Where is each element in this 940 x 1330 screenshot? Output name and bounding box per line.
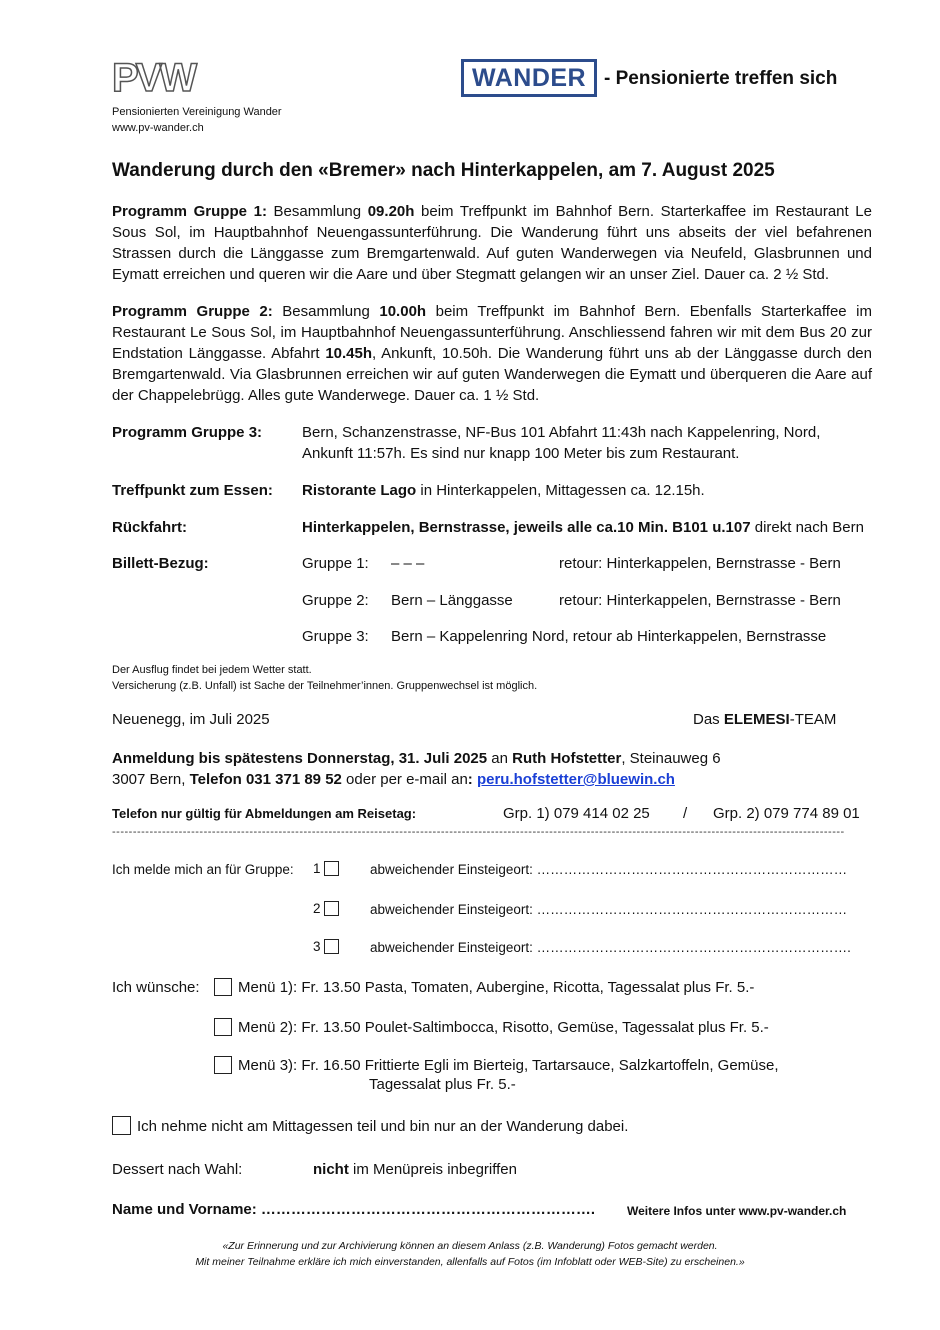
menu-3-text: Menü 3): Fr. 16.50 Frittierte Egli im Bierteig, Tartarsauce, Salzkartoffeln, Gemüse,: [238, 1057, 779, 1074]
group-2-einsteigeort[interactable]: abweichender Einsteigeort: ……………………………………………………………: [370, 902, 848, 917]
team-prefix: Das: [693, 711, 724, 728]
anmeldung-deadline: Anmeldung bis spätestens Donnerstag, 31. Juli 2025: [112, 750, 488, 767]
billett-route-3: Bern – Kappelenring Nord, retour ab Hinterkappelen, Bernstrasse: [391, 628, 827, 645]
programm-2-time2: 10.45h: [325, 345, 373, 362]
telefon-grp1: Grp. 1) 079 414 02 25: [503, 805, 650, 822]
group-3-checkbox[interactable]: [324, 939, 339, 954]
group-1-option: [313, 861, 339, 876]
dessert-rest: im Menüpreis inbegriffen: [348, 1161, 517, 1178]
org-name: Pensionierten Vereinigung Wander: [112, 106, 282, 118]
rueckfahrt-bold: Hinterkappelen, Bernstrasse, jeweils alle ca.10 Min. B101 u.107: [302, 519, 751, 536]
anmeldung-colon: :: [467, 771, 477, 788]
programm-1-label: Programm Gruppe 1:: [112, 203, 267, 220]
wander-logo: WANDER: [461, 59, 597, 97]
group-1-num: 1: [313, 861, 321, 876]
team-bold: ELEMESI: [723, 711, 790, 728]
group-2-num: 2: [313, 901, 321, 916]
billett-group-3: Gruppe 3:: [302, 628, 369, 645]
rueckfahrt-rest: direkt nach Bern: [750, 519, 864, 536]
menu-1-checkbox[interactable]: [214, 978, 232, 996]
dessert-label: Dessert nach Wahl:: [112, 1161, 243, 1178]
rueckfahrt-text: [302, 519, 864, 536]
billett-retour-1: retour: Hinterkappelen, Bernstrasse - Bern: [559, 555, 841, 572]
dessert-text: [313, 1161, 517, 1178]
rueckfahrt-label: Rückfahrt:: [112, 519, 188, 536]
anmeldung-name: Ruth Hofstetter: [512, 750, 622, 767]
programm-2: [112, 301, 872, 406]
wish-label: Ich wünsche:: [112, 979, 200, 996]
org-url: www.pv-wander.ch: [112, 122, 204, 134]
footer-line-1: «Zur Erinnerung und zur Archivierung können an diesem Anlass (z.B. Wanderung) Fotos gemacht werden.: [222, 1240, 718, 1252]
programm-1-t2: beim Treffpunkt im Bahnhof Bern. Starterkaffee im Restaurant Le Sous Sol, im Hauptbahnhof Neuengassunterführung. Die Wanderung führt uns abseits der viel befahrenen Strassen durch die Länggasse zum Bremgartenwald. Auf guten Wanderwegen via Neufeld, Glasbrunnen und Eymatt erreichen und queren wir die Aare und über Stegmatt gelangen wir an unser Ziel. Dauer ca. 2 ½ Std.: [112, 203, 872, 283]
menu-2-text: Menü 2): Fr. 13.50 Poulet-Saltimbocca, Risotto, Gemüse, Tagessalat plus Fr. 5.-: [238, 1019, 769, 1036]
billett-group-2: Gruppe 2:: [302, 592, 369, 609]
dessert-bold: nicht: [313, 1161, 349, 1178]
group-1-checkbox[interactable]: [324, 861, 339, 876]
no-lunch-checkbox[interactable]: [112, 1116, 131, 1135]
name-field[interactable]: Name und Vorname: ………………………………………………………….: [112, 1201, 596, 1218]
telefon-grp2: Grp. 2) 079 774 89 01: [713, 805, 860, 822]
programm-3-label: Programm Gruppe 3:: [112, 424, 263, 441]
group-3-option: [313, 939, 339, 954]
essen-text: [302, 482, 705, 499]
anmeldung-t3: 3007 Bern,: [112, 771, 190, 788]
essen-rest: in Hinterkappelen, Mittagessen ca. 12.15h.: [416, 482, 705, 499]
team-suffix: -TEAM: [789, 711, 837, 728]
programm-3-line1: Bern, Schanzenstrasse, NF-Bus 101 Abfahrt 11:43h nach Kappelenring, Nord,: [302, 424, 821, 441]
separator-line: --------------------------------------------------------------------------------------------------------------------------------------------------------------------------------: [112, 826, 845, 838]
programm-2-t2: beim Treffpunkt im Bahnhof Bern. Ebenfalls Starterkaffee im Restaurant Le Sous Sol, im Hauptbahnhof Neuengassunterführung. Anschliessend fahren wir mit dem Bus 20 zur Endstation Länggasse. Abfahrt: [112, 303, 872, 362]
menu-1-text: Menü 1): Fr. 13.50 Pasta, Tomaten, Aubergine, Ricotta, Tagessalat plus Fr. 5.-: [238, 979, 755, 996]
team-signature: [693, 711, 836, 728]
billett-group-1: Gruppe 1:: [302, 555, 369, 572]
place-date: Neuenegg, im Juli 2025: [112, 711, 270, 728]
programm-1-time: 09.20h: [367, 203, 415, 220]
page-title: Wanderung durch den «Bremer» nach Hinterkappelen, am 7. August 2025: [112, 160, 775, 181]
group-1-einsteigeort[interactable]: abweichender Einsteigeort: ……………………………………………………………: [370, 862, 848, 877]
anmeldung-t1: an: [487, 750, 513, 767]
anmeldung-t4: oder per e-mail an: [341, 771, 468, 788]
note-weather: Der Ausflug findet bei jedem Wetter statt.: [112, 664, 312, 676]
programm-2-time: 10.00h: [379, 303, 427, 320]
programm-3-line2: Ankunft 11:57h. Es sind nur knapp 100 Meter bis zum Restaurant.: [302, 445, 740, 462]
programm-2-t1: Besammlung: [272, 303, 380, 320]
group-3-num: 3: [313, 939, 321, 954]
email-link[interactable]: peru.hofstetter@bluewin.ch: [476, 771, 675, 788]
no-lunch-text: Ich nehme nicht am Mittagessen teil und bin nur an der Wanderung dabei.: [137, 1118, 629, 1135]
note-insurance: Versicherung (z.B. Unfall) ist Sache der Teilnehmer’innen. Gruppenwechsel ist möglich.: [112, 680, 538, 692]
telefon-sep: /: [683, 805, 688, 822]
programm-1: [112, 201, 872, 285]
menu-3-checkbox[interactable]: [214, 1056, 232, 1074]
programm-1-t1: Besammlung: [266, 203, 368, 220]
footer-line-2: Mit meiner Teilnahme erkläre ich mich einverstanden, allenfalls auf Fotos (im Infoblatt oder WEB-Site) zu erscheinen.»: [195, 1256, 745, 1268]
anmeldung: [112, 748, 892, 790]
essen-label: Treffpunkt zum Essen:: [112, 482, 273, 499]
billett-route-2: Bern – Länggasse: [391, 592, 513, 609]
group-2-checkbox[interactable]: [324, 901, 339, 916]
billett-retour-2: retour: Hinterkappelen, Bernstrasse - Bern: [559, 592, 841, 609]
anmeldung-phone: Telefon 031 371 89 52: [189, 771, 342, 788]
telefon-label: Telefon nur gültig für Abmeldungen am Reisetag:: [112, 806, 417, 821]
menu-2-checkbox[interactable]: [214, 1018, 232, 1036]
group-2-option: [313, 901, 339, 916]
billett-label: Billett-Bezug:: [112, 555, 209, 572]
pvw-logo: PVW: [112, 56, 195, 100]
group-3-einsteigeort[interactable]: abweichender Einsteigeort: …………………………………………………………….: [370, 940, 851, 955]
programm-2-label: Programm Gruppe 2:: [112, 303, 273, 320]
anmeldung-t2: , Steinauweg 6: [621, 750, 721, 767]
tagline: - Pensionierte treffen sich: [604, 68, 838, 89]
billett-route-1: – – –: [391, 555, 425, 572]
menu-3-text2: Tagessalat plus Fr. 5.-: [369, 1076, 516, 1093]
more-info: Weitere Infos unter www.pv-wander.ch: [627, 1204, 847, 1218]
programm-2-t3: , Ankunft, 10.50h. Die Wanderung führt uns ab der Länggasse durch den Bremgartenwald. Via Glasbrunnen erreichen wir auf guten Wanderwegen die Eymatt und überqueren die Aare auf der Chappelebrügg. Alles gute Wanderwege. Dauer ca. 1 ½ Std.: [112, 345, 872, 404]
group-label: Ich melde mich an für Gruppe:: [112, 862, 294, 877]
essen-place: Ristorante Lago: [302, 482, 417, 499]
